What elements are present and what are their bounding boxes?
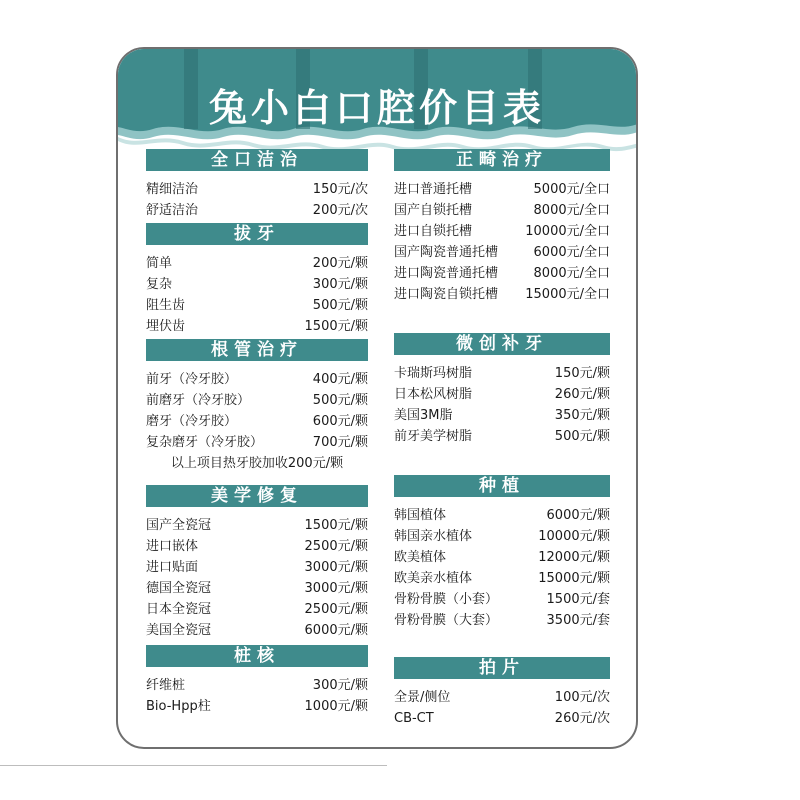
- item-name: 进口嵌体: [146, 539, 199, 554]
- item-name: 骨粉骨膜（小套）: [394, 592, 499, 607]
- item-name: 进口普通托槽: [394, 182, 473, 197]
- price-row: [394, 384, 610, 405]
- price-row: [146, 411, 368, 432]
- price-row: [394, 687, 610, 708]
- item-name: 复杂: [146, 277, 173, 292]
- item-price: 1000元/颗: [304, 699, 368, 714]
- item-name: 国产全瓷冠: [146, 518, 212, 533]
- section-left-2: [146, 339, 368, 474]
- price-row: [146, 253, 368, 274]
- price-row: [146, 316, 368, 337]
- item-name: Bio-Hpp柱: [146, 699, 211, 714]
- price-row: [394, 284, 610, 305]
- item-price: 200元/次: [312, 203, 368, 218]
- item-name: 卡瑞斯玛树脂: [394, 366, 473, 381]
- item-price: 500元/颗: [312, 298, 368, 313]
- item-price: 500元/颗: [312, 393, 368, 408]
- section-left-0: [146, 149, 368, 221]
- item-name: 韩国植体: [394, 508, 447, 523]
- price-row: [394, 363, 610, 384]
- item-price: 6000元/颗: [304, 623, 368, 638]
- section-title: 全口洁治: [146, 149, 368, 171]
- item-price: 5000元/全口: [533, 182, 610, 197]
- price-row: [146, 432, 368, 453]
- item-name: CB-CT: [394, 711, 434, 726]
- item-price: 260元/次: [554, 711, 610, 726]
- item-name: 德国全瓷冠: [146, 581, 212, 596]
- item-name: 简单: [146, 256, 173, 271]
- item-price: 15000元/全口: [525, 287, 610, 302]
- price-row: [146, 620, 368, 641]
- item-price: 2500元/颗: [304, 539, 368, 554]
- price-row: [394, 568, 610, 589]
- section-right-3: [394, 657, 610, 729]
- section-title: 种植: [394, 475, 610, 497]
- price-row: [394, 547, 610, 568]
- item-price: 200元/颗: [312, 256, 368, 271]
- item-price: 600元/颗: [312, 414, 368, 429]
- item-name: 舒适洁治: [146, 203, 199, 218]
- item-name: 欧美亲水植体: [394, 571, 473, 586]
- price-row: [394, 610, 610, 631]
- price-row: [146, 200, 368, 221]
- item-name: 进口陶瓷普通托槽: [394, 266, 499, 281]
- section-right-2: [394, 475, 610, 631]
- item-price: 15000元/颗: [538, 571, 610, 586]
- item-price: 260元/颗: [554, 387, 610, 402]
- item-price: 400元/颗: [312, 372, 368, 387]
- page-title: 兔小白口腔价目表: [208, 86, 545, 130]
- item-price: 8000元/全口: [533, 203, 610, 218]
- section-title: 正畸治疗: [394, 149, 610, 171]
- section-title: 美学修复: [146, 485, 368, 507]
- item-price: 150元/次: [312, 182, 368, 197]
- item-name: 阻生齿: [146, 298, 186, 313]
- item-price: 1500元/颗: [304, 518, 368, 533]
- price-row: [394, 179, 610, 200]
- item-name: 全景/侧位: [394, 690, 451, 705]
- section-title: 根管治疗: [146, 339, 368, 361]
- divider-line: [0, 765, 387, 766]
- item-price: 500元/颗: [554, 429, 610, 444]
- item-price: 6000元/全口: [533, 245, 610, 260]
- item-name: 精细洁治: [146, 182, 199, 197]
- item-price: 12000元/颗: [538, 550, 610, 565]
- item-name: 进口陶瓷自锁托槽: [394, 287, 499, 302]
- item-name: 复杂磨牙（冷牙胶）: [146, 435, 264, 450]
- price-row: [394, 526, 610, 547]
- price-row: [146, 696, 368, 717]
- price-row: [394, 505, 610, 526]
- price-row: [394, 263, 610, 284]
- item-price: 10000元/全口: [525, 224, 610, 239]
- item-price: 300元/颗: [312, 277, 368, 292]
- item-name: 日本松风树脂: [394, 387, 473, 402]
- price-row: [394, 221, 610, 242]
- price-row: [146, 578, 368, 599]
- price-row: [146, 536, 368, 557]
- item-price: 700元/颗: [312, 435, 368, 450]
- item-name: 欧美植体: [394, 550, 447, 565]
- price-list-card: [116, 47, 638, 749]
- price-row: [146, 274, 368, 295]
- item-name: 骨粉骨膜（大套）: [394, 613, 499, 628]
- section-right-1: [394, 333, 610, 447]
- price-row: [394, 405, 610, 426]
- item-name: 美国3M脂: [394, 408, 453, 423]
- item-price: 10000元/颗: [538, 529, 610, 544]
- price-row: [394, 708, 610, 729]
- price-row: [394, 589, 610, 610]
- item-name: 前磨牙（冷牙胶）: [146, 393, 251, 408]
- item-name: 前牙美学树脂: [394, 429, 473, 444]
- section-right-0: [394, 149, 610, 305]
- item-price: 3000元/颗: [304, 581, 368, 596]
- price-row: [146, 515, 368, 536]
- item-price: 8000元/全口: [533, 266, 610, 281]
- price-row: [146, 599, 368, 620]
- section-title: 微创补牙: [394, 333, 610, 355]
- item-name: 韩国亲水植体: [394, 529, 473, 544]
- section-left-1: [146, 223, 368, 337]
- price-row: [146, 675, 368, 696]
- item-price: 100元/次: [554, 690, 610, 705]
- item-name: 国产自锁托槽: [394, 203, 473, 218]
- section-title: 拍片: [394, 657, 610, 679]
- item-name: 磨牙（冷牙胶）: [146, 414, 238, 429]
- price-row: [146, 390, 368, 411]
- item-price: 3000元/颗: [304, 560, 368, 575]
- section-title: 拔牙: [146, 223, 368, 245]
- section-left-4: [146, 645, 368, 717]
- price-row: [146, 295, 368, 316]
- item-name: 国产陶瓷普通托槽: [394, 245, 499, 260]
- item-name: 日本全瓷冠: [146, 602, 212, 617]
- price-row: [394, 426, 610, 447]
- item-price: 3500元/套: [546, 613, 610, 628]
- item-price: 300元/颗: [312, 678, 368, 693]
- section-note: 以上项目热牙胶加收200元/颗: [170, 456, 344, 471]
- price-row: [394, 242, 610, 263]
- price-row: [146, 557, 368, 578]
- item-name: 前牙（冷牙胶）: [146, 372, 238, 387]
- item-name: 纤维桩: [146, 678, 186, 693]
- item-name: 埋伏齿: [146, 319, 186, 334]
- item-price: 150元/颗: [554, 366, 610, 381]
- price-row: [146, 179, 368, 200]
- section-title: 桩核: [146, 645, 368, 667]
- item-name: 进口自锁托槽: [394, 224, 473, 239]
- item-name: 美国全瓷冠: [146, 623, 212, 638]
- section-left-3: [146, 485, 368, 641]
- item-price: 6000元/颗: [546, 508, 610, 523]
- price-row: [394, 200, 610, 221]
- item-price: 1500元/颗: [304, 319, 368, 334]
- item-price: 2500元/颗: [304, 602, 368, 617]
- item-price: 1500元/套: [546, 592, 610, 607]
- item-price: 350元/颗: [554, 408, 610, 423]
- item-name: 进口贴面: [146, 560, 199, 575]
- price-row: [146, 369, 368, 390]
